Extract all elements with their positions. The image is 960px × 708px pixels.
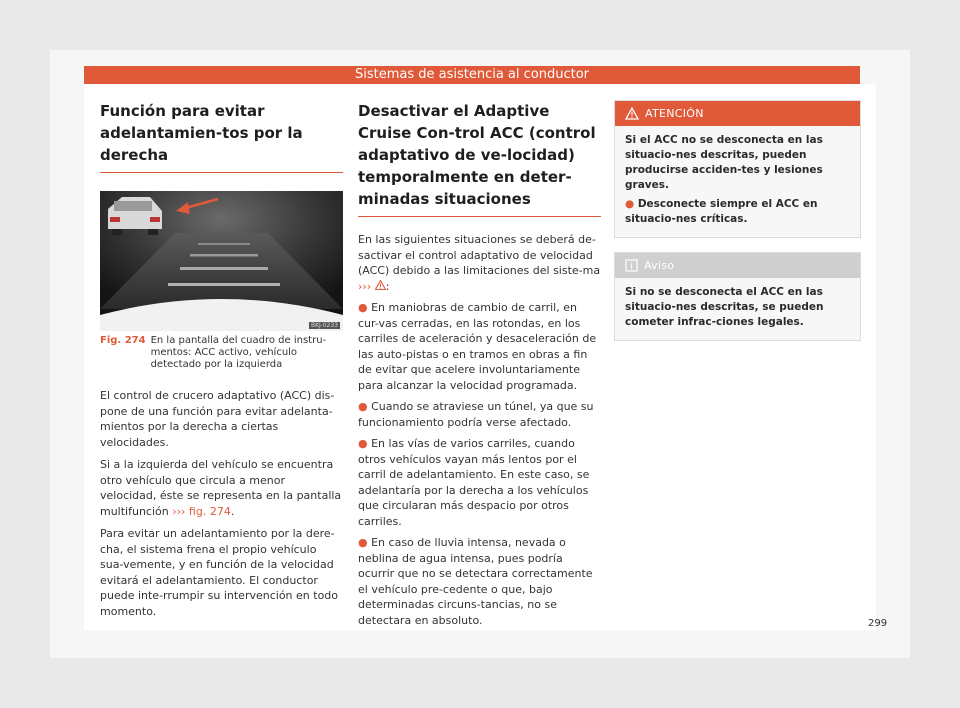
bullet-dot: ● [358, 536, 368, 549]
figure-caption-text: En la pantalla del cuadro de instru-mentos: ACC activo, vehículo detectado por la izquierda [150, 335, 327, 370]
paragraph-2-end: . [230, 504, 235, 518]
bullet-dot: ● [625, 198, 635, 210]
heading-rule [100, 172, 343, 173]
road-line [180, 267, 268, 270]
paragraph-2-text: Si a la izquierda del vehículo se encuentra otro vehículo que circula a menor velocidad, éste se representa en la pantalla multifunción [100, 458, 342, 518]
bullet-dot: ● [358, 301, 368, 314]
page-number: 299 [868, 618, 888, 629]
heading-deactivate-acc: Desactivar el Adaptive Cruise Con-trol ACC (control adaptativo de ve-locidad) temporalmente en deter-minadas situaciones [358, 102, 596, 208]
road-line [190, 254, 258, 257]
warning-bullet-text: Desconecte siempre el ACC en situacio-nes críticas. [625, 198, 818, 225]
intro-end: : [385, 279, 390, 293]
bullet-dot: ● [358, 400, 368, 413]
column-middle [358, 100, 601, 628]
bullet-dot: ● [358, 437, 368, 450]
warning-text: Si el ACC no se desconecta en las situacio-nes descritas, pueden producirse acciden-tes y lesiones graves. [625, 134, 823, 191]
paragraph-1: El control de crucero adaptativo (ACC) dis-pone de una función para evitar adelanta-mientos por la derecha a ciertas velocidades. [100, 389, 335, 449]
figure-instrument-display [100, 191, 343, 331]
info-icon [625, 259, 638, 272]
section-header: Sistemas de asistencia al conductor [84, 66, 860, 84]
figure-caption [100, 335, 343, 371]
heading-overtaking: Función para evitar adelantamien-tos por la derecha [100, 102, 303, 164]
warning-reference-link[interactable]: ››› [358, 279, 372, 293]
paragraph-2 [100, 457, 343, 519]
note-header [615, 253, 860, 278]
warning-triangle-icon [375, 280, 386, 290]
note-text: Si no se desconecta el ACC en las situacio-nes descritas, se pueden cometer infrac-ciones legales. [625, 286, 824, 328]
figure-code: BKJ-0233 [310, 322, 338, 329]
warning-title: ATENCIÓN [645, 107, 704, 120]
column-left [100, 100, 343, 619]
warning-box [614, 100, 861, 238]
list-item-text: En maniobras de cambio de carril, en cur-vas cerradas, en las rotondas, en los carriles de aceleración y desaceleración de las auto-pistas o en tramos en obras a fin de evitar que acelere involuntariamente para alcanzar la velocidad programada. [358, 301, 597, 392]
warning-bullet [625, 197, 850, 227]
note-title: Aviso [644, 259, 675, 272]
list-item [358, 436, 601, 529]
column-right [614, 100, 859, 341]
road-line [168, 283, 280, 286]
figure-illustration [100, 191, 343, 331]
warning-header [615, 101, 860, 126]
heading-rule [358, 216, 601, 217]
paragraph-3: Para evitar un adelantamiento por la dere-cha, el sistema frena el propio vehículo sua-vemente, y en función de la velocidad evitará el adelantamiento. El conductor puede inte-rrumpir su intervención en todo momento. [100, 527, 339, 618]
warning-triangle-icon [625, 107, 639, 120]
intro-text: En las siguientes situaciones se deberá de-sactivar el control adaptativo de velocidad (ACC) debido a las limitaciones del siste-ma [358, 233, 601, 277]
list-item [358, 300, 601, 393]
list-item-text: En las vías de varios carriles, cuando otros vehículos vayan más lentos por el carril de adelantamiento. En este caso, se adelantaría por la derecha a los vehículos que circularan más despacio por otros carriles. [358, 437, 590, 528]
note-box [614, 252, 861, 341]
list-item-text: En caso de lluvia intensa, nevada o neblina de agua intensa, pues podría ocurrir que no se detectara correctamente el vehículo pre-cedente o que, bajo determinadas circuns-tancias, no se detectara en absoluto. [358, 536, 593, 627]
list-item [358, 399, 601, 430]
intro-paragraph [358, 232, 601, 294]
list-item-text: Cuando se atraviese un túnel, ya que su funcionamiento podría verse afectado. [358, 400, 594, 429]
figure-reference-link[interactable]: ››› fig. 274 [172, 504, 231, 518]
figure-number: Fig. 274 [100, 335, 146, 346]
note-body [615, 278, 860, 340]
list-item [358, 535, 601, 628]
road-line [198, 243, 250, 245]
warning-body [615, 126, 860, 237]
